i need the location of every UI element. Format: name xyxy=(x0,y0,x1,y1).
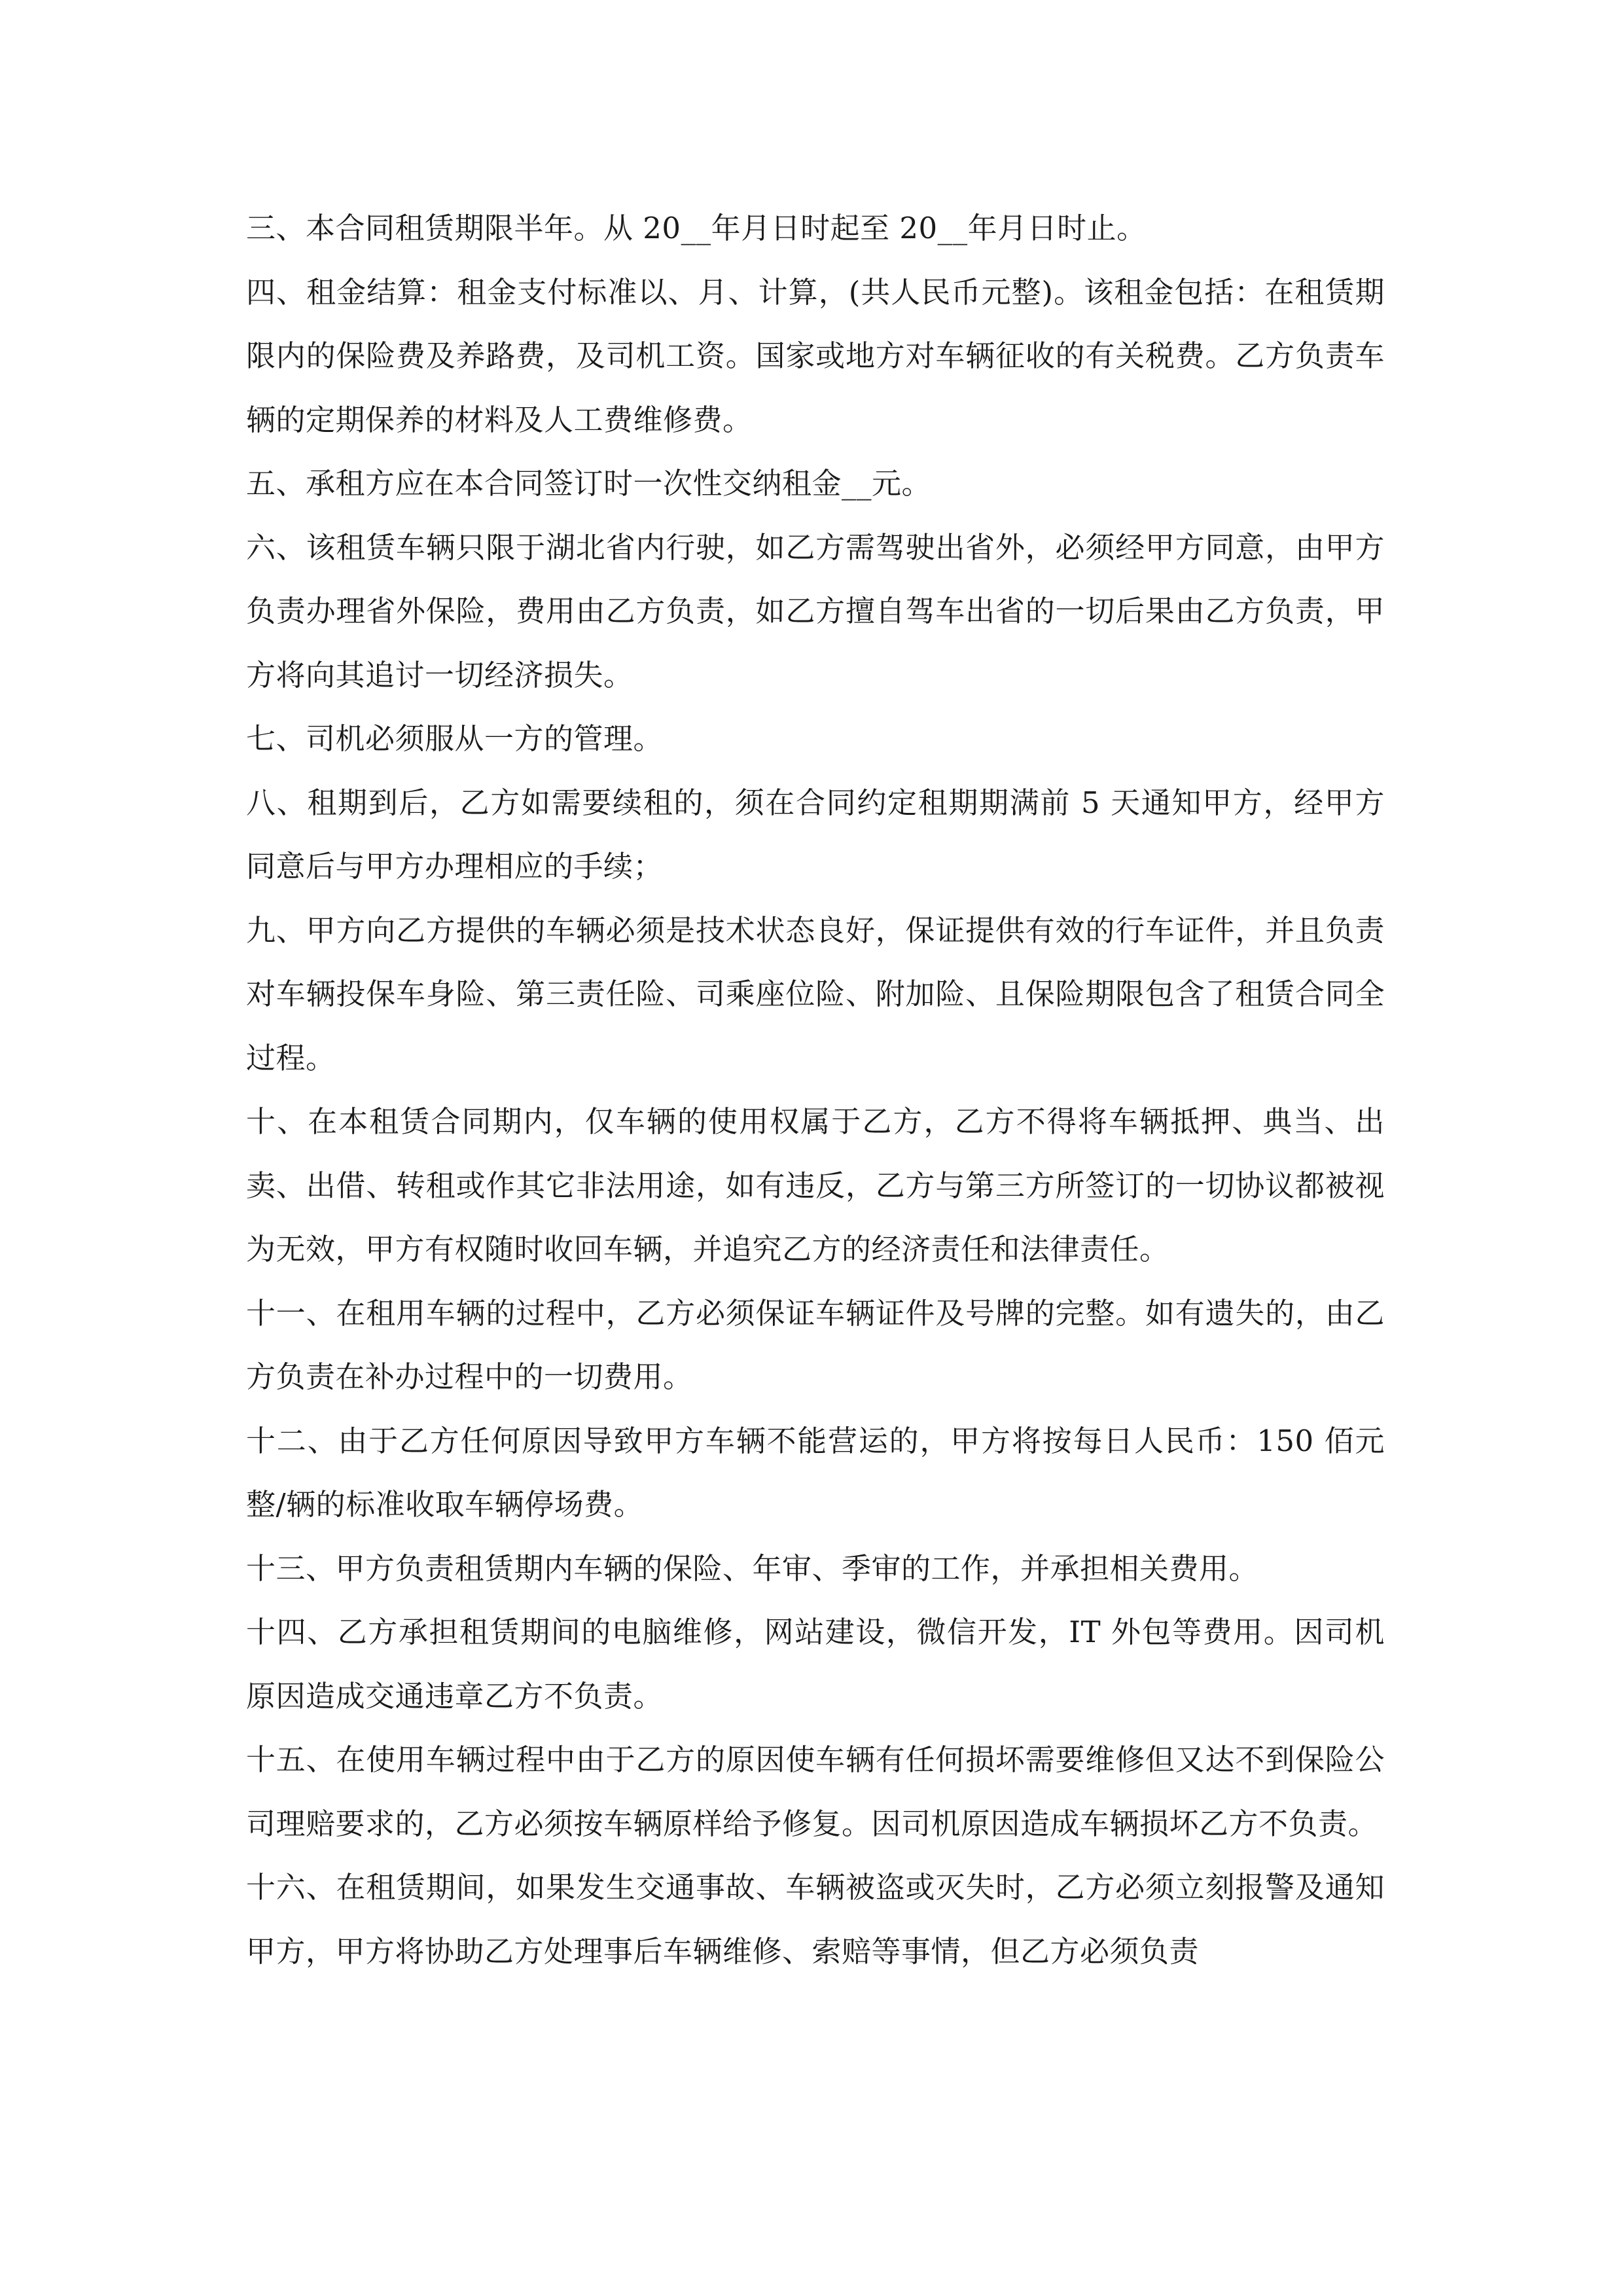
clause-15: 十五、在使用车辆过程中由于乙方的原因使车辆有任何损坏需要维修但又达不到保险公司理赔要求的，乙方必须按车辆原样给予修复。因司机原因造成车辆损坏乙方不负责。 xyxy=(246,1742,1385,1841)
clause-3: 三、本合同租赁期限半年。从 20__年月日时起至 20__年月日时止。 xyxy=(246,211,1147,245)
clause-16: 十六、在租赁期间，如果发生交通事故、车辆被盗或灭失时，乙方必须立刻报警及通知甲方，甲方将协助乙方处理事后车辆维修、索赔等事情，但乙方必须负责 xyxy=(246,1870,1385,1969)
clause-6: 六、该租赁车辆只限于湖北省内行驶，如乙方需驾驶出省外，必须经甲方同意，由甲方负责办理省外保险，费用由乙方负责，如乙方擅自驾车出省的一切后果由乙方负责，甲方将向其追讨一切经济损失。 xyxy=(246,529,1385,692)
clause-13: 十三、甲方负责租赁期内车辆的保险、年审、季审的工作，并承担相关费用。 xyxy=(246,1551,1259,1586)
clause-10: 十、在本租赁合同期内，仅车辆的使用权属于乙方，乙方不得将车辆抵押、典当、出卖、出借、转租或作其它非法用途，如有违反，乙方与第三方所签订的一切协议都被视为无效，甲方有权随时收回车辆，并追究乙方的经济责任和法律责任。 xyxy=(246,1104,1385,1266)
clause-8: 八、租期到后，乙方如需要续租的，须在合同约定租期期满前 5 天通知甲方，经甲方同意后与甲方办理相应的手续； xyxy=(246,785,1385,884)
contract-body xyxy=(246,196,1385,1983)
clause-5: 五、承租方应在本合同签订时一次性交纳租金__元。 xyxy=(246,466,932,501)
clause-7: 七、司机必须服从一方的管理。 xyxy=(246,721,664,756)
clause-14: 十四、乙方承担租赁期间的电脑维修，网站建设，微信开发，IT 外包等费用。因司机原因造成交通违章乙方不负责。 xyxy=(246,1615,1385,1713)
clause-9: 九、甲方向乙方提供的车辆必须是技术状态良好，保证提供有效的行车证件，并且负责对车辆投保车身险、第三责任险、司乘座位险、附加险、且保险期限包含了租赁合同全过程。 xyxy=(246,912,1385,1075)
clause-11: 十一、在租用车辆的过程中，乙方必须保证车辆证件及号牌的完整。如有遗失的，由乙方负责在补办过程中的一切费用。 xyxy=(246,1295,1385,1394)
clause-12: 十二、由于乙方任何原因导致甲方车辆不能营运的，甲方将按每日人民币：150 佰元整/辆的标准收取车辆停场费。 xyxy=(246,1423,1385,1522)
clause-4: 四、租金结算：租金支付标准以、月、计算，(共人民币元整)。该租金包括：在租赁期限内的保险费及养路费，及司机工资。国家或地方对车辆征收的有关税费。乙方负责车辆的定期保养的材料及人工费维修费。 xyxy=(246,274,1385,437)
